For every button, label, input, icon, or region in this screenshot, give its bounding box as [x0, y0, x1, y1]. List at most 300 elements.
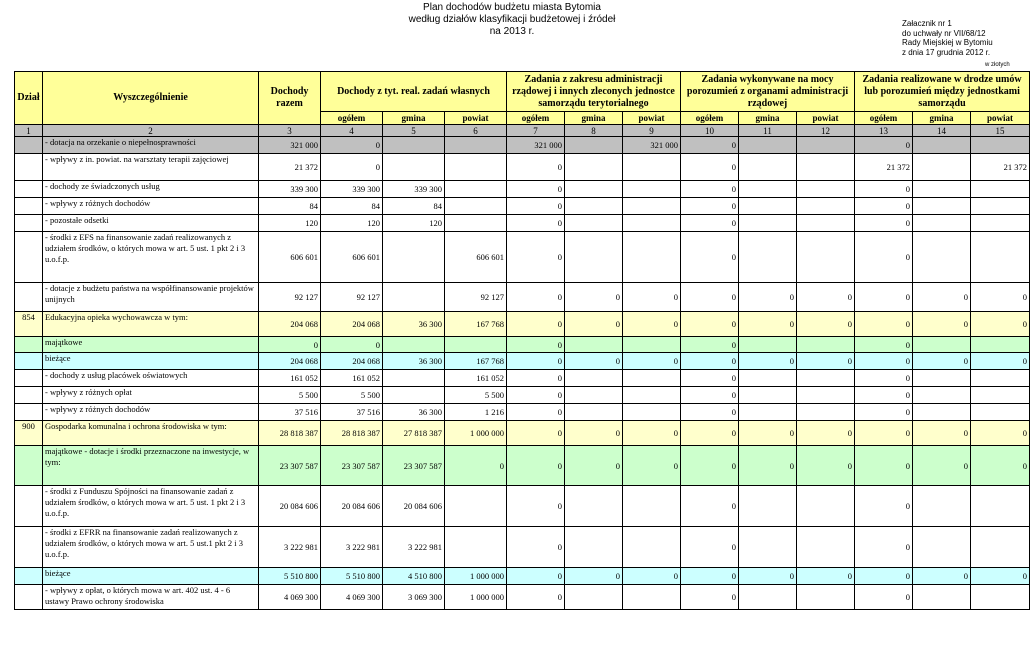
value-cell: [971, 486, 1030, 527]
value-cell: 5 500: [321, 387, 383, 404]
column-number: 11: [739, 125, 797, 137]
value-cell: [565, 404, 623, 421]
value-cell: 0: [623, 353, 681, 370]
subheader: powiat: [797, 112, 855, 125]
value-cell: 0: [855, 370, 913, 387]
value-cell: 0: [739, 421, 797, 446]
value-cell: 0: [971, 568, 1030, 585]
column-number: 12: [797, 125, 855, 137]
value-cell: 0: [855, 353, 913, 370]
value-cell: [913, 232, 971, 283]
value-cell: 5 500: [259, 387, 321, 404]
value-cell: 92 127: [259, 283, 321, 312]
value-cell: 606 601: [321, 232, 383, 283]
dzial-cell: [15, 404, 43, 421]
value-cell: 0: [971, 283, 1030, 312]
value-cell: 167 768: [445, 353, 507, 370]
value-cell: 120: [383, 215, 445, 232]
value-cell: 28 818 387: [321, 421, 383, 446]
value-cell: [565, 154, 623, 181]
dzial-cell: [15, 370, 43, 387]
value-cell: 1 216: [445, 404, 507, 421]
table-body: [15, 137, 1030, 610]
value-cell: 0: [681, 181, 739, 198]
table-row: [15, 181, 1030, 198]
title-line: na 2013 r.: [489, 26, 535, 37]
dzial-cell: [15, 446, 43, 486]
annex-line: z dnia 17 grudnia 2012 r.: [902, 47, 991, 57]
value-cell: [565, 585, 623, 610]
value-cell: 0: [507, 353, 565, 370]
value-cell: 36 300: [383, 353, 445, 370]
dzial-cell: [15, 486, 43, 527]
table-row: [15, 137, 1030, 154]
value-cell: 0: [913, 568, 971, 585]
value-cell: 204 068: [321, 353, 383, 370]
value-cell: 5 510 800: [259, 568, 321, 585]
value-cell: [913, 585, 971, 610]
value-cell: [383, 154, 445, 181]
value-cell: 0: [855, 527, 913, 568]
value-cell: 0: [507, 283, 565, 312]
value-cell: 0: [507, 446, 565, 486]
value-cell: 0: [913, 446, 971, 486]
value-cell: 0: [623, 421, 681, 446]
value-cell: 0: [681, 137, 739, 154]
value-cell: 321 000: [623, 137, 681, 154]
label-cell: - dotacja na orzekanie o niepełnosprawności: [43, 137, 259, 154]
table-row: [15, 446, 1030, 486]
dzial-cell: [15, 154, 43, 181]
table-row: [15, 353, 1030, 370]
table-row: [15, 154, 1030, 181]
value-cell: [739, 370, 797, 387]
dzial-cell: [15, 585, 43, 610]
subheader: ogółem: [855, 112, 913, 125]
value-cell: [971, 215, 1030, 232]
column-number: 13: [855, 125, 913, 137]
value-cell: [383, 232, 445, 283]
value-cell: 0: [681, 527, 739, 568]
value-cell: [565, 486, 623, 527]
value-cell: [445, 181, 507, 198]
value-cell: 0: [855, 312, 913, 337]
value-cell: 0: [681, 585, 739, 610]
value-cell: 321 000: [259, 137, 321, 154]
subheader: powiat: [445, 112, 507, 125]
value-cell: 0: [681, 421, 739, 446]
table-row: [15, 486, 1030, 527]
value-cell: [623, 387, 681, 404]
value-cell: [797, 486, 855, 527]
value-cell: 0: [681, 312, 739, 337]
document-title: [0, 2, 1024, 38]
table-row: [15, 527, 1030, 568]
value-cell: 0: [681, 283, 739, 312]
value-cell: [797, 198, 855, 215]
header-zlecone: Zadania z zakresu administracji rządowej i innych zleconych jednostce samorządu terytorialnego: [507, 72, 681, 112]
value-cell: 0: [681, 337, 739, 353]
value-cell: 0: [681, 370, 739, 387]
table-row: [15, 387, 1030, 404]
value-cell: [565, 370, 623, 387]
label-cell: - wpływy z różnych dochodów: [43, 404, 259, 421]
value-cell: 0: [623, 312, 681, 337]
dzial-cell: [15, 353, 43, 370]
value-cell: [565, 215, 623, 232]
value-cell: 0: [681, 198, 739, 215]
value-cell: 0: [855, 232, 913, 283]
value-cell: 21 372: [855, 154, 913, 181]
annex-line: Rady Miejskiej w Bytomiu: [902, 38, 993, 47]
value-cell: [565, 527, 623, 568]
value-cell: [797, 370, 855, 387]
column-number: 8: [565, 125, 623, 137]
value-cell: [913, 404, 971, 421]
column-number: 6: [445, 125, 507, 137]
title-line: według działów klasyfikacji budżetowej i źródeł: [408, 14, 616, 25]
value-cell: 339 300: [259, 181, 321, 198]
value-cell: 1 000 000: [445, 585, 507, 610]
table-row: [15, 337, 1030, 353]
value-cell: [971, 198, 1030, 215]
value-cell: 0: [913, 421, 971, 446]
table-row: [15, 283, 1030, 312]
value-cell: [971, 232, 1030, 283]
value-cell: 321 000: [507, 137, 565, 154]
value-cell: [623, 215, 681, 232]
label-cell: - dochody ze świadczonych usług: [43, 181, 259, 198]
column-number: 15: [971, 125, 1030, 137]
value-cell: 20 084 606: [321, 486, 383, 527]
subheader: gmina: [739, 112, 797, 125]
value-cell: 339 300: [383, 181, 445, 198]
label-cell: - dotacje z budżetu państwa na współfinansowanie projektów unijnych: [43, 283, 259, 312]
value-cell: [623, 181, 681, 198]
subheader: ogółem: [321, 112, 383, 125]
value-cell: 4 069 300: [259, 585, 321, 610]
column-numbers-row: [15, 125, 1030, 137]
dzial-cell: [15, 215, 43, 232]
value-cell: [383, 283, 445, 312]
value-cell: [623, 232, 681, 283]
value-cell: [445, 527, 507, 568]
value-cell: 0: [855, 404, 913, 421]
value-cell: [739, 137, 797, 154]
value-cell: 0: [971, 421, 1030, 446]
dzial-cell: [15, 181, 43, 198]
value-cell: 3 222 981: [259, 527, 321, 568]
table-row: [15, 421, 1030, 446]
value-cell: 20 084 606: [259, 486, 321, 527]
value-cell: 21 372: [259, 154, 321, 181]
label-cell: bieżące: [43, 568, 259, 585]
label-cell: bieżące: [43, 353, 259, 370]
value-cell: [913, 370, 971, 387]
value-cell: 4 510 800: [383, 568, 445, 585]
value-cell: [797, 137, 855, 154]
table-row: [15, 370, 1030, 387]
table-row: [15, 215, 1030, 232]
value-cell: [623, 404, 681, 421]
dzial-cell: [15, 568, 43, 585]
header-wyszczegolnienie: Wyszczególnienie: [43, 72, 259, 125]
value-cell: [971, 404, 1030, 421]
value-cell: 0: [739, 312, 797, 337]
value-cell: 0: [507, 585, 565, 610]
value-cell: 92 127: [445, 283, 507, 312]
dzial-cell: [15, 527, 43, 568]
value-cell: 0: [855, 137, 913, 154]
value-cell: 0: [565, 312, 623, 337]
value-cell: [971, 585, 1030, 610]
table-row: [15, 568, 1030, 585]
value-cell: 161 052: [259, 370, 321, 387]
value-cell: [623, 370, 681, 387]
value-cell: 23 307 587: [259, 446, 321, 486]
value-cell: [445, 337, 507, 353]
value-cell: 0: [623, 446, 681, 486]
table-row: [15, 232, 1030, 283]
value-cell: [445, 198, 507, 215]
value-cell: [913, 181, 971, 198]
value-cell: 0: [855, 181, 913, 198]
value-cell: 84: [259, 198, 321, 215]
value-cell: 339 300: [321, 181, 383, 198]
label-cell: - pozostałe odsetki: [43, 215, 259, 232]
value-cell: 0: [507, 568, 565, 585]
label-cell: - wpływy z in. powiat. na warsztaty terapii zajęciowej: [43, 154, 259, 181]
value-cell: [623, 337, 681, 353]
value-cell: [913, 198, 971, 215]
value-cell: 0: [565, 568, 623, 585]
value-cell: [913, 337, 971, 353]
value-cell: 0: [913, 353, 971, 370]
value-cell: 0: [913, 283, 971, 312]
value-cell: [565, 181, 623, 198]
label-cell: - wpływy z różnych opłat: [43, 387, 259, 404]
value-cell: 0: [855, 421, 913, 446]
value-cell: 3 069 300: [383, 585, 445, 610]
table-row: [15, 404, 1030, 421]
value-cell: [565, 137, 623, 154]
value-cell: [913, 527, 971, 568]
label-cell: - wpływy z różnych dochodów: [43, 198, 259, 215]
value-cell: [623, 585, 681, 610]
value-cell: 0: [565, 353, 623, 370]
column-number: 10: [681, 125, 739, 137]
value-cell: [913, 387, 971, 404]
value-cell: [971, 181, 1030, 198]
value-cell: 0: [681, 215, 739, 232]
label-cell: - wpływy z opłat, o których mowa w art. 402 ust. 4 - 6 ustawy Prawo ochrony środowiska: [43, 585, 259, 610]
value-cell: 0: [855, 215, 913, 232]
value-cell: 0: [507, 404, 565, 421]
value-cell: 0: [507, 181, 565, 198]
value-cell: [623, 198, 681, 215]
value-cell: [739, 215, 797, 232]
value-cell: [739, 337, 797, 353]
value-cell: 0: [507, 154, 565, 181]
value-cell: [797, 527, 855, 568]
value-cell: [797, 181, 855, 198]
value-cell: 167 768: [445, 312, 507, 337]
value-cell: 0: [739, 446, 797, 486]
value-cell: [623, 154, 681, 181]
value-cell: [797, 404, 855, 421]
table-row: [15, 312, 1030, 337]
column-number: 4: [321, 125, 383, 137]
subheader: gmina: [565, 112, 623, 125]
dzial-cell: [15, 387, 43, 404]
value-cell: [797, 337, 855, 353]
value-cell: 4 069 300: [321, 585, 383, 610]
value-cell: 27 818 387: [383, 421, 445, 446]
value-cell: 36 300: [383, 312, 445, 337]
value-cell: 36 300: [383, 404, 445, 421]
value-cell: [623, 486, 681, 527]
value-cell: 0: [855, 387, 913, 404]
value-cell: [739, 232, 797, 283]
value-cell: 0: [855, 568, 913, 585]
value-cell: [971, 337, 1030, 353]
value-cell: 23 307 587: [383, 446, 445, 486]
subheader: gmina: [913, 112, 971, 125]
value-cell: 0: [739, 353, 797, 370]
title-line: Plan dochodów budżetu miasta Bytomia: [423, 2, 601, 13]
value-cell: [739, 181, 797, 198]
value-cell: 3 222 981: [321, 527, 383, 568]
value-cell: [739, 486, 797, 527]
value-cell: 0: [507, 387, 565, 404]
value-cell: 0: [855, 337, 913, 353]
header-porozumienia-js: Zadania realizowane w drodze umów lub porozumień między jednostkami samorządu: [855, 72, 1030, 112]
value-cell: 0: [971, 353, 1030, 370]
value-cell: 0: [855, 585, 913, 610]
value-cell: 0: [507, 232, 565, 283]
column-number: 2: [43, 125, 259, 137]
value-cell: 0: [855, 486, 913, 527]
value-cell: [565, 337, 623, 353]
value-cell: 23 307 587: [321, 446, 383, 486]
table-row: [15, 585, 1030, 610]
value-cell: 0: [971, 312, 1030, 337]
value-cell: 204 068: [259, 353, 321, 370]
label-cell: - środki z Funduszu Spójności na finansowanie zadań z udziałem środków, o których mowa w art. 5 ust. 1 pkt 2 i 3 u.o.f.p.: [43, 486, 259, 527]
value-cell: 0: [681, 154, 739, 181]
value-cell: 0: [681, 446, 739, 486]
annex-line: Załacznik nr 1: [902, 19, 952, 28]
value-cell: [739, 387, 797, 404]
value-cell: 0: [321, 137, 383, 154]
dzial-cell: [15, 283, 43, 312]
value-cell: [383, 137, 445, 154]
value-cell: 0: [855, 283, 913, 312]
value-cell: 20 084 606: [383, 486, 445, 527]
column-number: 9: [623, 125, 681, 137]
value-cell: 84: [321, 198, 383, 215]
label-cell: Gospodarka komunalna i ochrona środowiska w tym:: [43, 421, 259, 446]
label-cell: Edukacyjna opieka wychowawcza w tym:: [43, 312, 259, 337]
value-cell: [739, 198, 797, 215]
value-cell: [971, 527, 1030, 568]
value-cell: 84: [383, 198, 445, 215]
value-cell: 0: [507, 337, 565, 353]
subheader: ogółem: [507, 112, 565, 125]
value-cell: 0: [797, 353, 855, 370]
value-cell: [971, 370, 1030, 387]
value-cell: 0: [565, 421, 623, 446]
value-cell: 0: [739, 283, 797, 312]
value-cell: 0: [855, 198, 913, 215]
value-cell: 606 601: [445, 232, 507, 283]
subheader: powiat: [623, 112, 681, 125]
value-cell: [383, 387, 445, 404]
column-number: 5: [383, 125, 445, 137]
dzial-cell: [15, 337, 43, 353]
value-cell: 1 000 000: [445, 421, 507, 446]
value-cell: 161 052: [445, 370, 507, 387]
value-cell: [797, 154, 855, 181]
label-cell: - dochody z usług placówek oświatowych: [43, 370, 259, 387]
value-cell: 0: [507, 215, 565, 232]
value-cell: 0: [681, 387, 739, 404]
value-cell: 204 068: [259, 312, 321, 337]
value-cell: 0: [259, 337, 321, 353]
value-cell: [913, 137, 971, 154]
unit-label: w złotych: [985, 62, 1010, 68]
value-cell: 5 510 800: [321, 568, 383, 585]
value-cell: [445, 486, 507, 527]
value-cell: 0: [507, 370, 565, 387]
value-cell: [565, 232, 623, 283]
value-cell: 0: [681, 232, 739, 283]
annex-line: do uchwały nr VII/68/12: [902, 28, 986, 38]
dzial-cell: [15, 137, 43, 154]
value-cell: [565, 387, 623, 404]
value-cell: [623, 527, 681, 568]
dzial-cell: 854: [15, 312, 43, 337]
annex-note: [902, 19, 1020, 57]
column-number: 14: [913, 125, 971, 137]
subheader: ogółem: [681, 112, 739, 125]
value-cell: [445, 215, 507, 232]
value-cell: 0: [797, 568, 855, 585]
value-cell: 0: [321, 337, 383, 353]
value-cell: 37 516: [259, 404, 321, 421]
value-cell: 606 601: [259, 232, 321, 283]
value-cell: 120: [259, 215, 321, 232]
header-porozumienia-rzad: Zadania wykonywane na mocy porozumień z organami administracji rządowej: [681, 72, 855, 112]
value-cell: 37 516: [321, 404, 383, 421]
value-cell: [445, 137, 507, 154]
value-cell: [797, 387, 855, 404]
value-cell: [565, 198, 623, 215]
dzial-cell: [15, 198, 43, 215]
value-cell: 120: [321, 215, 383, 232]
budget-table: [14, 71, 1030, 610]
value-cell: 92 127: [321, 283, 383, 312]
value-cell: 0: [681, 404, 739, 421]
label-cell: majątkowe: [43, 337, 259, 353]
value-cell: 0: [623, 568, 681, 585]
value-cell: [797, 232, 855, 283]
value-cell: 0: [797, 283, 855, 312]
subheader: powiat: [971, 112, 1030, 125]
label-cell: - środki z EFRR na finansowanie zadań realizowanych z udziałem środków, o których mowa w art. 5 ust.1 pkt 2 i 3 u.o.f.p.: [43, 527, 259, 568]
value-cell: [445, 154, 507, 181]
value-cell: 0: [855, 446, 913, 486]
